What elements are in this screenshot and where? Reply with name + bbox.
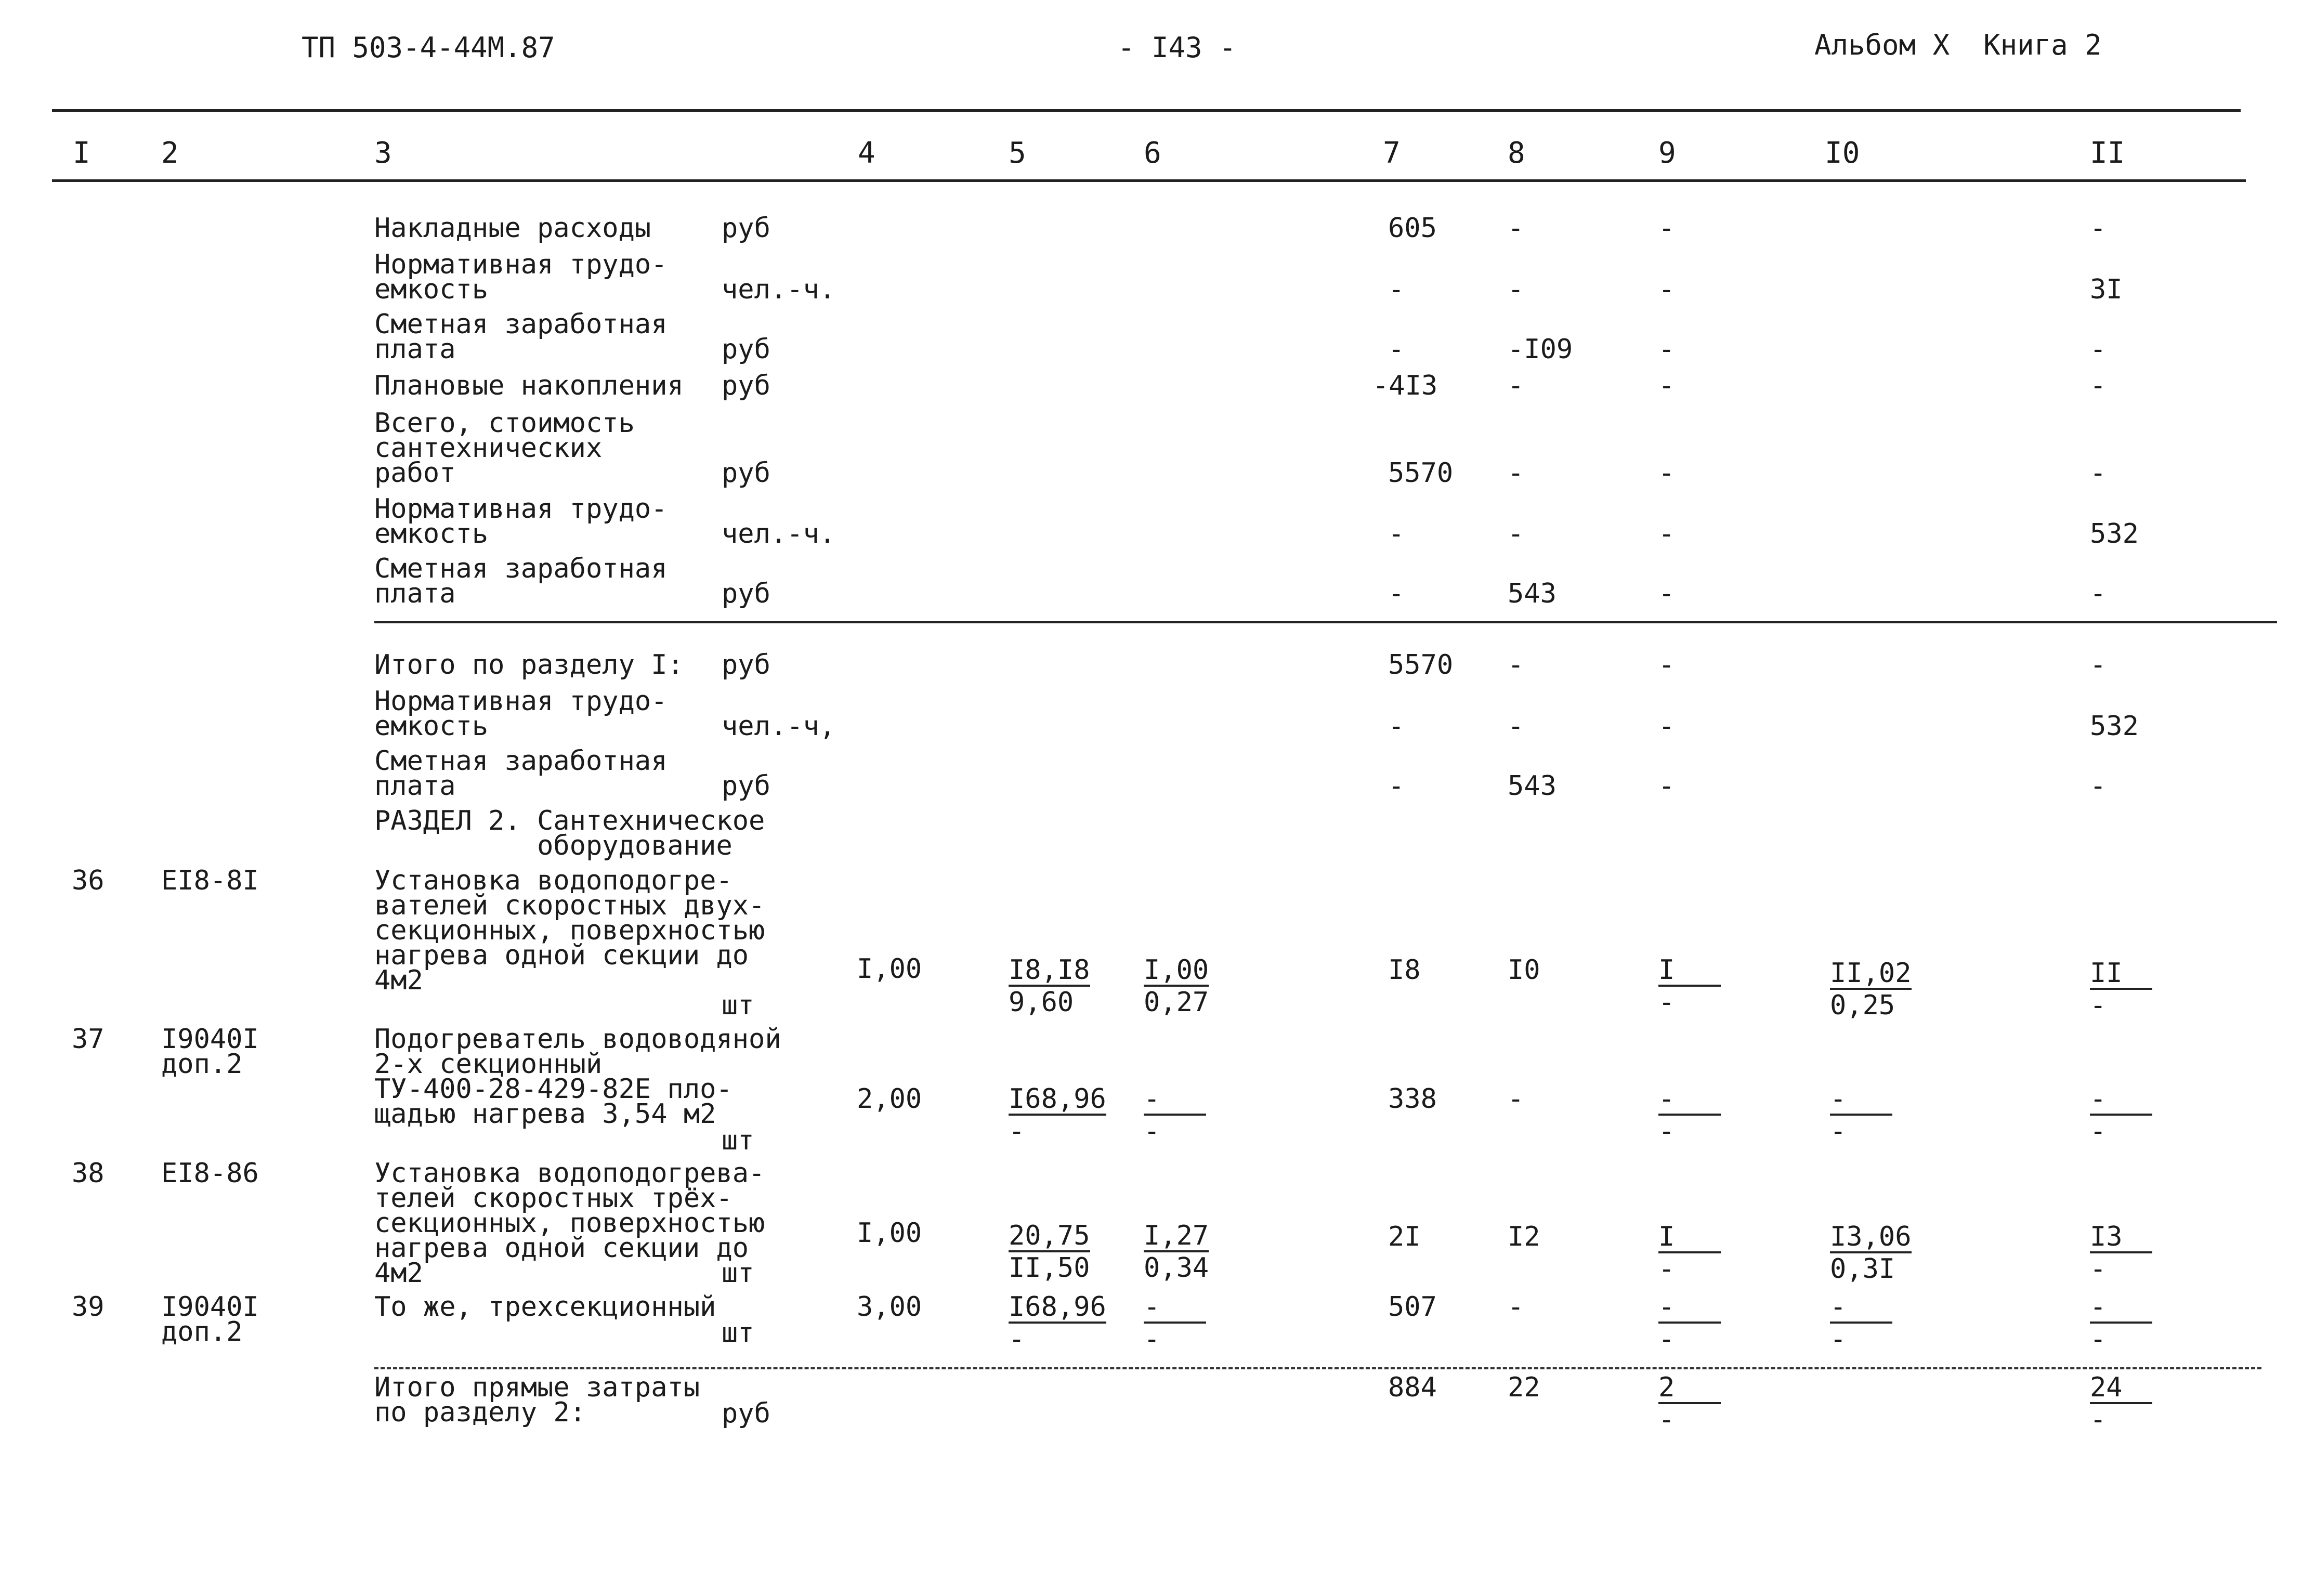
cell-c6	[1144, 954, 1209, 1018]
row-unit: шт	[722, 1258, 754, 1289]
cell-c11: 3I	[2090, 274, 2123, 305]
row-unit: руб	[722, 370, 770, 401]
cell-c5-bottom: 9,60	[1009, 987, 1074, 1018]
row-code: I9040I доп.2	[161, 1024, 259, 1080]
cell-c6-bottom: 0,34	[1144, 1252, 1209, 1284]
cell-c9: -	[1658, 370, 1675, 401]
cell-c10	[1830, 1221, 1912, 1285]
cell-c9-top: I	[1658, 958, 1721, 987]
row-unit: чел.-ч.	[722, 274, 836, 305]
cell-c9: -	[1658, 518, 1675, 550]
cell-c9: -	[1658, 457, 1675, 489]
cell-c8: -	[1508, 213, 1524, 244]
cell-c7: -	[1388, 518, 1405, 550]
total-rule	[374, 1367, 2261, 1369]
cell-c8: 543	[1508, 578, 1557, 609]
cell-c11-top: -	[2090, 1087, 2152, 1116]
cell-c5	[1009, 1291, 1106, 1355]
column-number: 2	[161, 136, 179, 170]
row-unit: руб	[722, 770, 770, 802]
cell-c6-top: -	[1144, 1087, 1206, 1116]
cell-c7: -	[1388, 770, 1405, 802]
cell-c9: -	[1658, 334, 1675, 365]
cell-c6	[1144, 1291, 1206, 1355]
row-name: Всего, стоимость сантехнических работ	[374, 408, 635, 489]
cell-c9: -	[1658, 711, 1675, 742]
row-code: I9040I доп.2	[161, 1291, 259, 1348]
column-number: 9	[1658, 136, 1676, 170]
row-unit: чел.-ч.	[722, 518, 836, 550]
row-unit: руб	[722, 578, 770, 609]
cell-c11-bottom: -	[2090, 1324, 2107, 1355]
cell-c11: -	[2090, 649, 2107, 681]
cell-c5-top: I68,96	[1009, 1083, 1106, 1115]
row-name: Итого по разделу I:	[374, 649, 684, 681]
column-number: 4	[858, 136, 875, 170]
cell-c11-top: I3	[2090, 1224, 2152, 1253]
row-name: Нормативная трудо- емкость	[374, 686, 668, 742]
cell-c9	[1658, 1372, 1721, 1435]
cell-c7: -4I3	[1372, 370, 1438, 401]
cell-c6-bottom: -	[1144, 1324, 1160, 1355]
header-rule-bottom	[52, 179, 2246, 182]
row-name: Установка водоподогрева- телей скоростных трёх- секционных, поверхностью нагрева одной секции до 4м2	[374, 1158, 765, 1289]
cell-c10	[1830, 958, 1912, 1021]
row-code: EI8-86	[161, 1158, 259, 1189]
cell-c11	[2090, 958, 2152, 1021]
row-name: Нормативная трудо- емкость	[374, 249, 668, 305]
cell-c7: I8	[1388, 954, 1421, 986]
cell-qty: 3,00	[857, 1291, 922, 1323]
cell-c6	[1144, 1083, 1206, 1147]
cell-c11: -	[2090, 213, 2107, 244]
cell-c11: 532	[2090, 711, 2139, 742]
row-number: 38	[72, 1158, 104, 1189]
row-unit: руб	[722, 334, 770, 365]
row-name: То же, трехсекционный	[374, 1291, 716, 1323]
cell-c6	[1144, 1220, 1209, 1284]
cell-c10	[1830, 1083, 1892, 1147]
cell-c11-bottom: -	[2090, 990, 2107, 1021]
row-unit: руб	[722, 213, 770, 244]
cell-c6-top: -	[1144, 1294, 1206, 1324]
row-name: Накладные расходы	[374, 213, 651, 244]
cell-c9-bottom: -	[1658, 1324, 1675, 1355]
cell-c11	[2090, 1221, 2152, 1285]
cell-c5-top: I68,96	[1009, 1291, 1106, 1323]
cell-c11: -	[2090, 370, 2107, 401]
album-book: Альбом X Книга 2	[1814, 29, 2102, 61]
cell-c5-bottom: -	[1009, 1324, 1025, 1355]
cell-c9	[1658, 1221, 1721, 1285]
column-number: 3	[374, 136, 392, 170]
row-name: Итого прямые затраты по разделу 2:	[374, 1372, 700, 1428]
cell-c11-top: 24	[2090, 1375, 2152, 1404]
page-number: - I43 -	[1118, 31, 1236, 64]
cell-c5-bottom: II,50	[1009, 1252, 1090, 1284]
cell-qty: 2,00	[857, 1083, 922, 1115]
cell-c7: 2I	[1388, 1221, 1421, 1252]
cell-c9-bottom: -	[1658, 1116, 1675, 1147]
cell-c5-top: I8,I8	[1009, 954, 1090, 986]
cell-c11-top: II	[2090, 961, 2152, 990]
cell-c5-top: 20,75	[1009, 1220, 1090, 1251]
cell-qty: I,00	[857, 1218, 922, 1249]
row-number: 36	[72, 865, 104, 896]
cell-c8: -	[1508, 274, 1524, 305]
cell-c8: 543	[1508, 770, 1557, 802]
cell-c7: 5570	[1388, 457, 1454, 489]
cell-c11-bottom: -	[2090, 1253, 2107, 1285]
cell-c11: -	[2090, 457, 2107, 489]
cell-c11	[2090, 1291, 2152, 1355]
column-number: I0	[1825, 136, 1860, 170]
cell-c10-top: -	[1830, 1087, 1892, 1116]
row-number: 39	[72, 1291, 104, 1323]
cell-c9-top: I	[1658, 1224, 1721, 1253]
document-code: ТП 503-4-44М.87	[302, 31, 555, 64]
cell-c10-bottom: -	[1830, 1116, 1847, 1147]
section-title: РАЗДЕЛ 2. Сантехническое оборудование	[374, 805, 765, 861]
column-number: 7	[1383, 136, 1401, 170]
cell-c5	[1009, 1220, 1090, 1284]
row-unit: чел.-ч,	[722, 711, 836, 742]
row-name: Сметная заработная плата	[374, 745, 668, 802]
row-name: Сметная заработная плата	[374, 309, 668, 365]
cell-c11: -	[2090, 770, 2107, 802]
cell-c5	[1009, 954, 1090, 1018]
cell-c10	[1830, 1291, 1892, 1355]
cell-c7: -	[1388, 334, 1405, 365]
cell-c9-top: -	[1658, 1294, 1721, 1324]
row-number: 37	[72, 1024, 104, 1055]
cell-c9: -	[1658, 770, 1675, 802]
cell-c9-bottom: -	[1658, 1253, 1675, 1285]
row-unit: шт	[722, 1317, 754, 1349]
cell-c7: 507	[1388, 1291, 1437, 1323]
cell-c8: I2	[1508, 1221, 1540, 1252]
column-number: II	[2090, 136, 2125, 170]
cell-c6-top: I,27	[1144, 1220, 1209, 1251]
row-unit: руб	[722, 457, 770, 489]
row-name: Нормативная трудо- емкость	[374, 493, 668, 550]
cell-c7: -	[1388, 578, 1405, 609]
cell-c9: -	[1658, 578, 1675, 609]
cell-c9-top: 2	[1658, 1375, 1721, 1404]
cell-c10-bottom: 0,3I	[1830, 1253, 1895, 1285]
cell-c8: -	[1508, 370, 1524, 401]
header-rule-top	[52, 109, 2241, 112]
cell-c8: -	[1508, 457, 1524, 489]
cell-c9: -	[1658, 649, 1675, 681]
column-number: 6	[1144, 136, 1161, 170]
cell-c10-top: I3,06	[1830, 1221, 1912, 1252]
cell-c11: -	[2090, 334, 2107, 365]
cell-c10-bottom: 0,25	[1830, 990, 1895, 1021]
cell-c9: -	[1658, 213, 1675, 244]
cell-c11-bottom: -	[2090, 1404, 2107, 1435]
cell-c7: -	[1388, 274, 1405, 305]
cell-c7: -	[1388, 711, 1405, 742]
row-name: Сметная заработная плата	[374, 553, 668, 609]
cell-c8: -	[1508, 649, 1524, 681]
cell-c7: 338	[1388, 1083, 1437, 1115]
section-rule	[374, 621, 2277, 623]
row-code: EI8-8I	[161, 865, 259, 896]
cell-c10-top: -	[1830, 1294, 1892, 1324]
cell-c9-top: -	[1658, 1087, 1721, 1116]
cell-c11: 532	[2090, 518, 2139, 550]
cell-c5	[1009, 1083, 1106, 1147]
cell-c9: -	[1658, 274, 1675, 305]
cell-c10-bottom: -	[1830, 1324, 1847, 1355]
cell-c6-bottom: -	[1144, 1116, 1160, 1147]
cell-c5-bottom: -	[1009, 1116, 1025, 1147]
cell-c10-top: II,02	[1830, 958, 1912, 989]
cell-c8: -	[1508, 1291, 1524, 1323]
cell-c7: 5570	[1388, 649, 1454, 681]
cell-c9	[1658, 1083, 1721, 1147]
column-number: 8	[1508, 136, 1525, 170]
cell-c8: -	[1508, 1083, 1524, 1115]
column-number: I	[73, 136, 90, 170]
row-name: Установка водоподогре- вателей скоростных двух- секционных, поверхностью нагрева одной секции до 4м2	[374, 865, 765, 996]
cell-c8: 22	[1508, 1372, 1540, 1403]
cell-qty: I,00	[857, 953, 922, 985]
cell-c9-bottom: -	[1658, 987, 1675, 1018]
cell-c8: -	[1508, 711, 1524, 742]
column-number: 5	[1009, 136, 1026, 170]
row-unit: руб	[722, 649, 770, 681]
row-name: Плановые накопления	[374, 370, 684, 401]
cell-c6-top: I,00	[1144, 954, 1209, 986]
row-name: Подогреватель водоводяной 2-х секционный ТУ-400-28-429-82Е пло- щадью нагрева 3,54 м2	[374, 1024, 781, 1130]
cell-c11	[2090, 1372, 2152, 1435]
cell-c11-bottom: -	[2090, 1116, 2107, 1147]
row-unit: шт	[722, 990, 754, 1021]
cell-c9	[1658, 1291, 1721, 1355]
cell-c11	[2090, 1083, 2152, 1147]
cell-c7: 605	[1388, 213, 1437, 244]
cell-c6-bottom: 0,27	[1144, 987, 1209, 1018]
row-unit: шт	[722, 1125, 754, 1156]
cell-c8: -I09	[1508, 334, 1573, 365]
cell-c7: 884	[1388, 1372, 1437, 1403]
cell-c9-bottom: -	[1658, 1404, 1675, 1435]
row-unit: руб	[722, 1398, 770, 1429]
cell-c8: I0	[1508, 954, 1540, 986]
cell-c8: -	[1508, 518, 1524, 550]
cell-c11: -	[2090, 578, 2107, 609]
cell-c9	[1658, 954, 1721, 1018]
cell-c11-top: -	[2090, 1294, 2152, 1324]
